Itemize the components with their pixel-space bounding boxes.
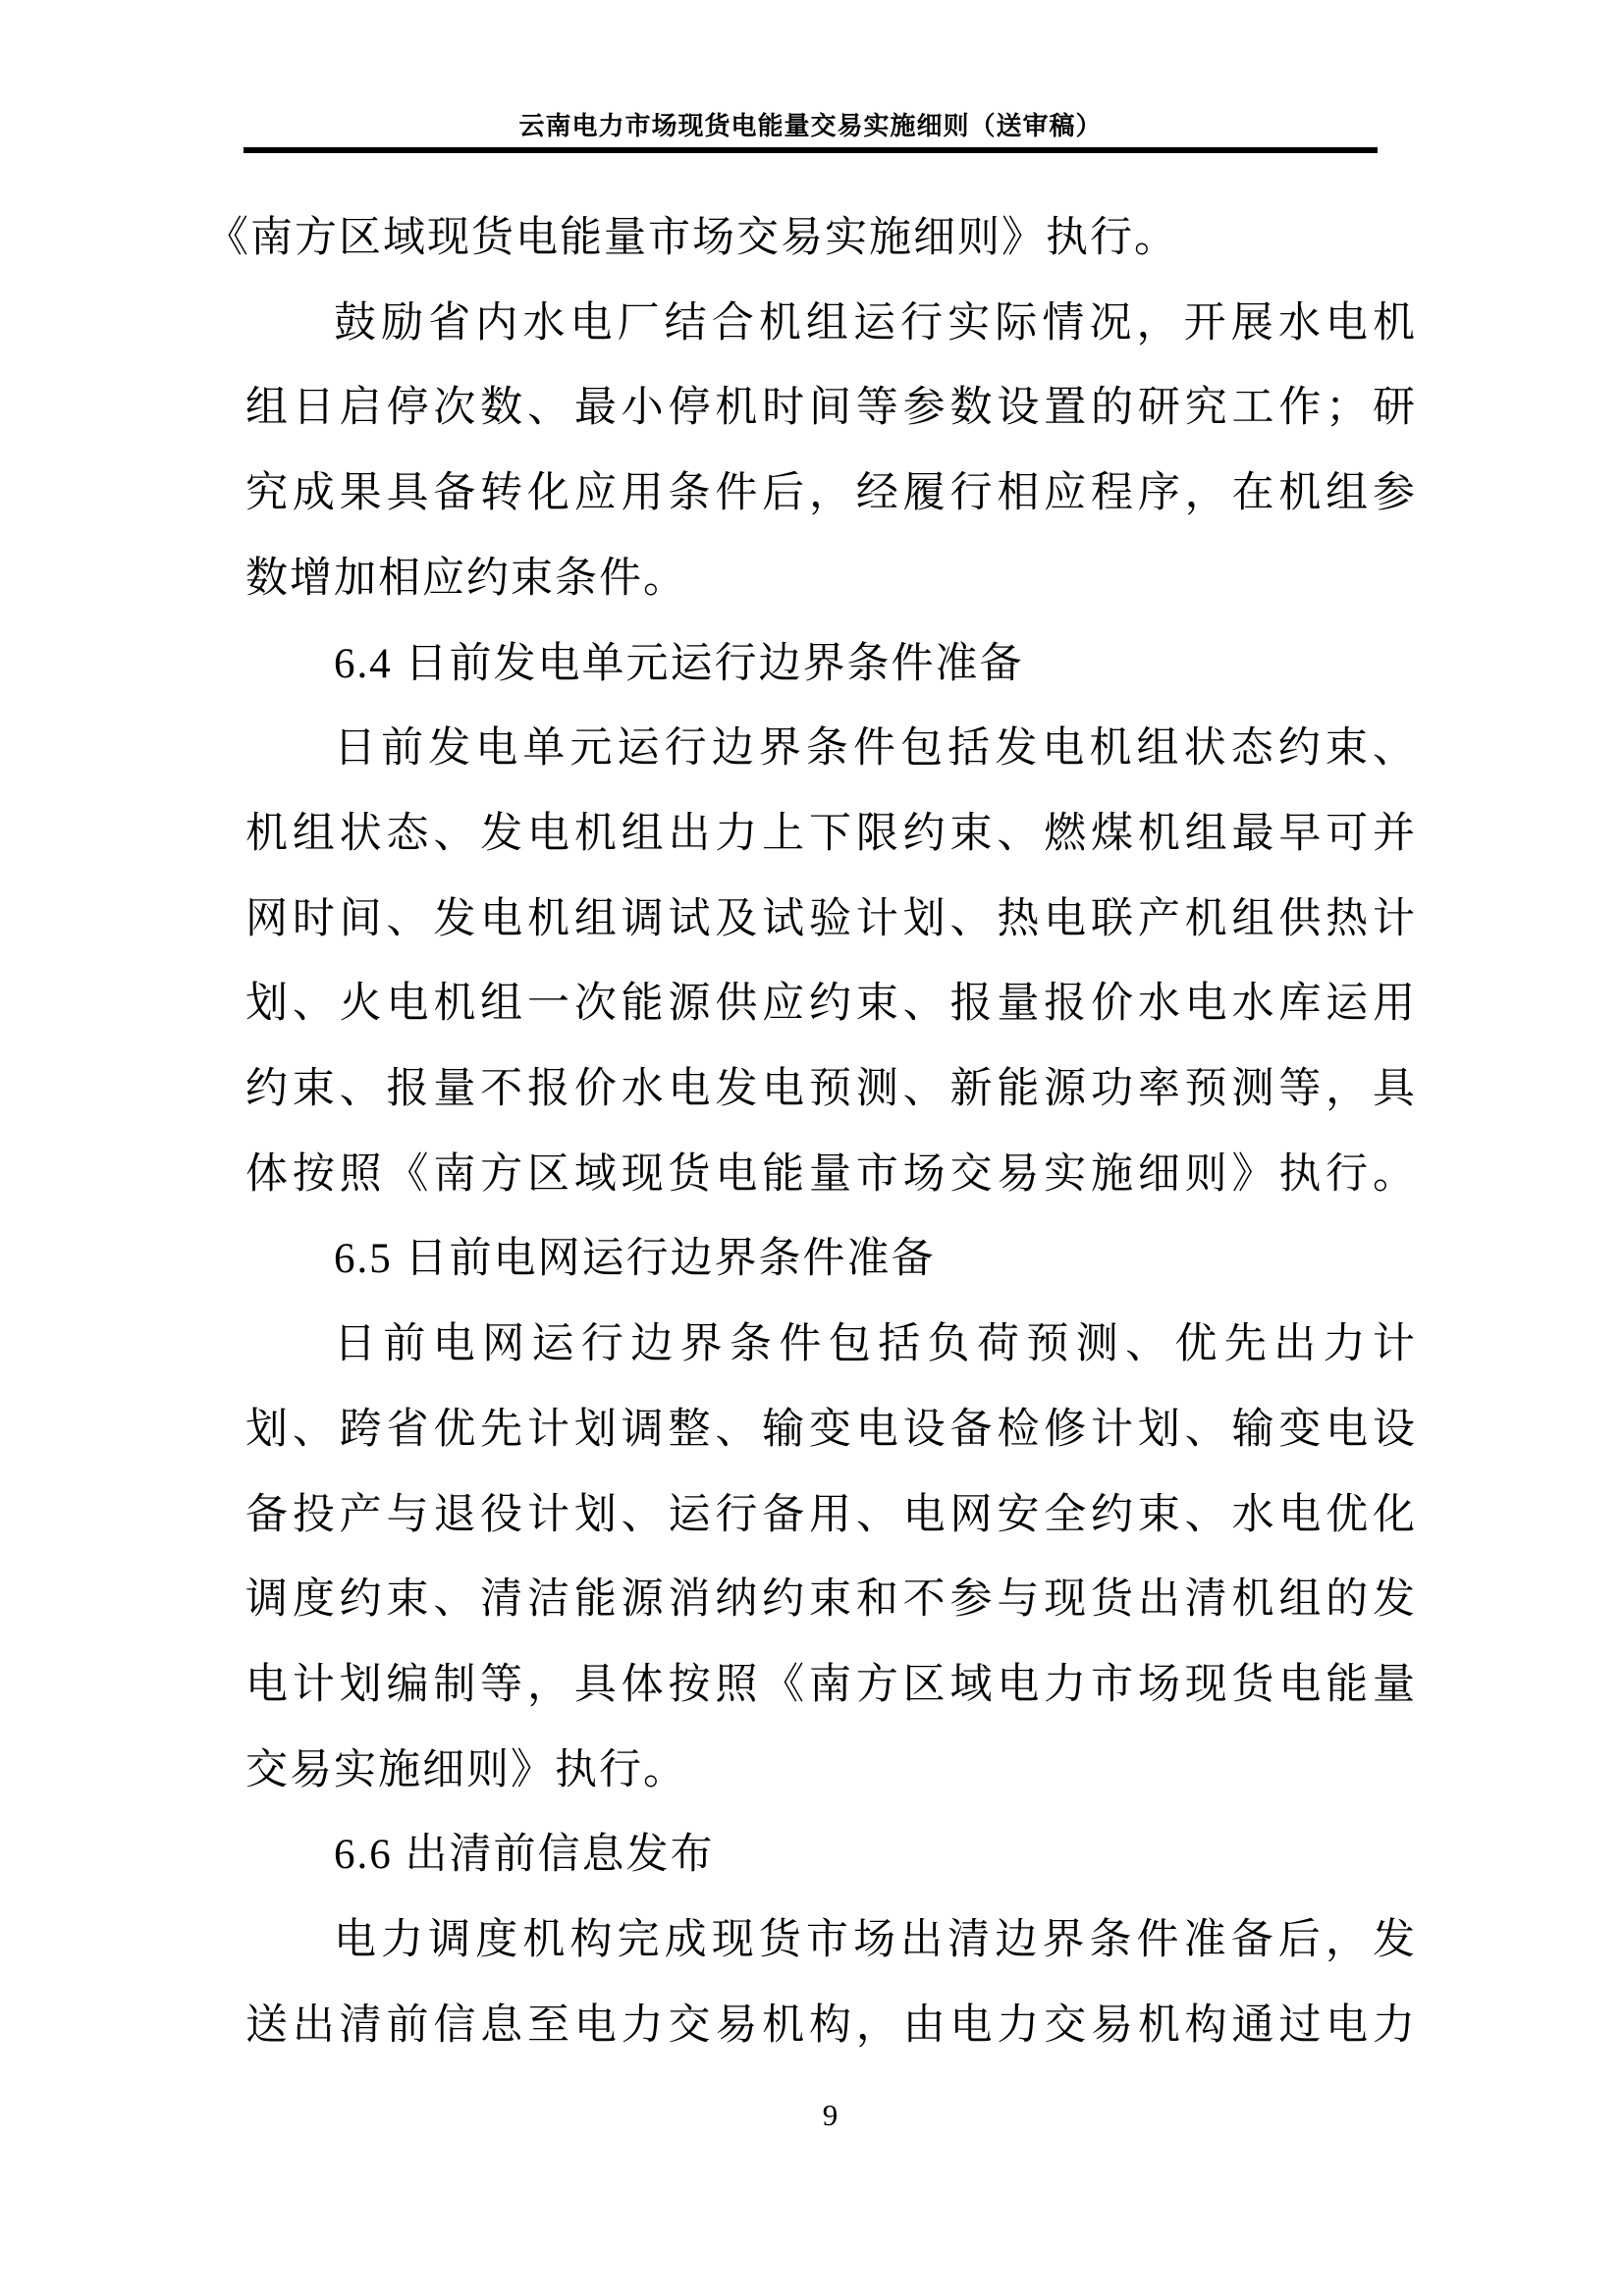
body-line: 电计划编制等，具体按照《南方区域电力市场现货电能量: [245, 1661, 1415, 1708]
page-header: [244, 110, 1378, 153]
body-line: 究成果具备转化应用条件后，经履行相应程序，在机组参: [245, 470, 1415, 517]
section-heading-6-4: 6.4 日前发电单元运行边界条件准备: [334, 640, 1024, 687]
body-line: 《南方区域现货电能量市场交易实施细则》执行。: [206, 215, 1178, 261]
body-line: 电力调度机构完成现货市场出清边界条件准备后，发: [334, 1917, 1415, 1964]
body-line: 鼓励省内水电厂结合机组运行实际情况，开展水电机: [334, 299, 1415, 347]
body-line: 组日启停次数、最小停机时间等参数设置的研究工作；研: [245, 385, 1415, 432]
body-line: 划、火电机组一次能源供应约束、报量报价水电水库运用: [245, 981, 1415, 1028]
body-line: 划、跨省优先计划调整、输变电设备检修计划、输变电设: [245, 1406, 1415, 1453]
body-line: 送出清前信息至电力交易机构，由电力交易机构通过电力: [245, 2002, 1415, 2049]
body-line: 调度约束、清洁能源消纳约束和不参与现货出清机组的发: [245, 1576, 1415, 1624]
body-line: 交易实施细则》执行。: [245, 1746, 687, 1793]
body-line: 约束、报量不报价水电发电预测、新能源功率预测等，具: [245, 1066, 1415, 1113]
body-line: 备投产与退役计划、运行备用、电网安全约束、水电优化: [245, 1491, 1415, 1538]
body-line: 日前发电单元运行边界条件包括发电机组状态约束、: [334, 725, 1415, 773]
section-heading-6-6: 6.6 出清前信息发布: [334, 1832, 715, 1879]
body-line: 网时间、发电机组调试及试验计划、热电联产机组供热计: [245, 895, 1415, 942]
body-line: 日前电网运行边界条件包括负荷预测、优先出力计: [334, 1321, 1415, 1368]
header-title: 云南电力市场现货电能量交易实施细则（送审稿）: [518, 112, 1103, 140]
body-line: 机组状态、发电机组出力上下限约束、燃煤机组最早可并: [245, 810, 1415, 857]
section-heading-6-5: 6.5 日前电网运行边界条件准备: [334, 1236, 936, 1283]
page-number: 9: [822, 2098, 839, 2132]
body-line: 体按照《南方区域现货电能量市场交易实施细则》执行。: [245, 1150, 1415, 1198]
body-line: 数增加相应约束条件。: [245, 555, 687, 602]
document-body: [206, 196, 1415, 2068]
